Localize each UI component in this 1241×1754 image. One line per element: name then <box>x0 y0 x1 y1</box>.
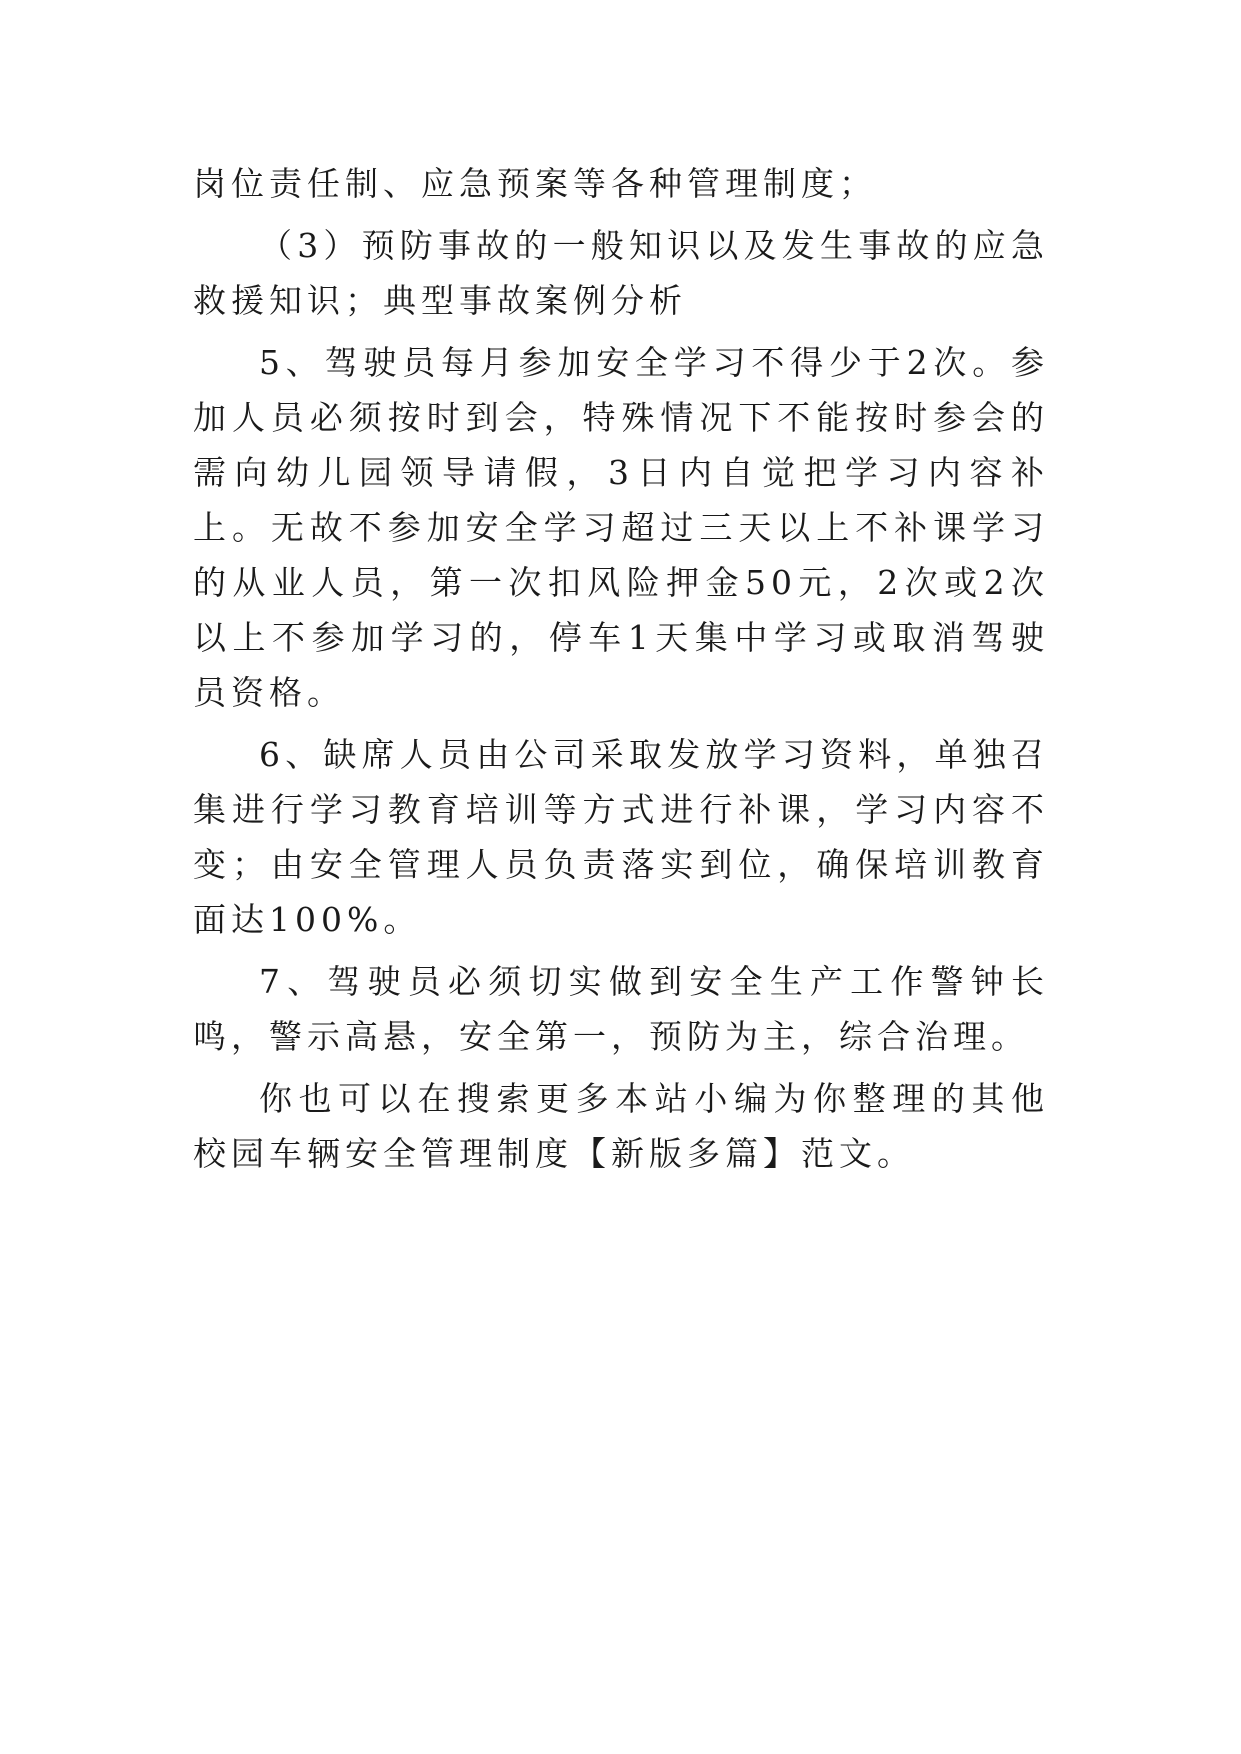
paragraph-item-7: 7、驾驶员必须切实做到安全生产工作警钟长鸣，警示高悬，安全第一，预防为主，综合治理。 <box>193 962 1049 1056</box>
paragraph-continuation: 岗位责任制、应急预案等各种管理制度； <box>193 164 877 203</box>
paragraph-item-6: 6、缺席人员由公司采取发放学习资料，单独召集进行学习教育培训等方式进行补课，学习内容不变；由安全管理人员负责落实到位，确保培训教育面达100%。 <box>193 735 1049 939</box>
paragraph-item-5: 5、驾驶员每月参加安全学习不得少于2次。参加人员必须按时到会，特殊情况下不能按时参会的需向幼儿园领导请假，3日内自觉把学习内容补上。无故不参加安全学习超过三天以上不补课学习的从业人员，第一次扣风险押金50元，2次或2次以上不参加学习的，停车1天集中学习或取消驾驶员资格。 <box>193 343 1049 712</box>
paragraph-item-3: （3）预防事故的一般知识以及发生事故的应急救援知识；典型事故案例分析 <box>193 226 1049 320</box>
document-body <box>193 156 1049 1188</box>
paragraph-closing-note: 你也可以在搜索更多本站小编为你整理的其他校园车辆安全管理制度【新版多篇】范文。 <box>193 1079 1049 1173</box>
